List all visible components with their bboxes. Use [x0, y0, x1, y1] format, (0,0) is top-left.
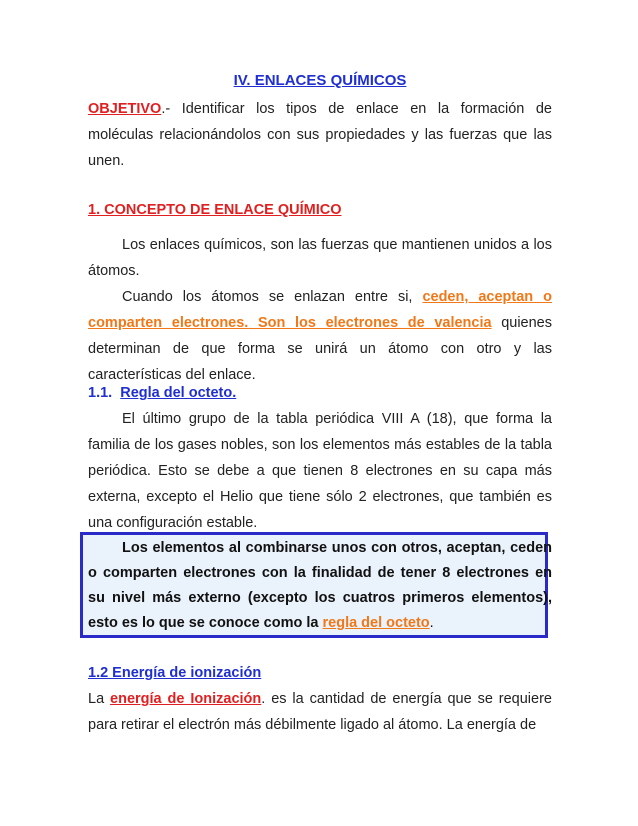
section-1-1-number: 1.1.	[88, 385, 113, 401]
page-title: IV. ENLACES QUÍMICOS	[233, 72, 407, 89]
highlight-box-text: Los elementos al combinarse unos con otros, aceptan, ceden o comparten electrones con la finalidad de tener 8 electrones en su nivel más externo (excepto los cuatros primeros elementos), esto es lo que se conoce como la regla del octeto.	[88, 540, 552, 631]
section-1-1	[88, 380, 552, 536]
objective-paragraph	[88, 96, 552, 174]
highlight-electrones-valencia: Son los electrones de valencia	[248, 315, 492, 331]
section-1-body	[88, 232, 552, 388]
section-1-2-heading: 1.2 Energía de ionización	[88, 665, 262, 681]
section-1-2	[88, 660, 552, 738]
objective-label: OBJETIVO	[88, 101, 162, 117]
regla-del-octeto-highlight: regla del octeto	[322, 615, 430, 631]
section-1-1-heading: Regla del octeto.	[120, 385, 237, 401]
section-1-heading: 1. CONCEPTO DE ENLACE QUÍMICO	[88, 202, 342, 218]
objective-text: .- Identificar los tipos de enlace en la formación de moléculas relacionándolos con sus propiedades y las fuerzas que las unen.	[88, 101, 552, 169]
section-1-1-p1: El último grupo de la tabla periódica VIII A (18), que forma la familia de los gases nobles, son los elementos más estables de la tabla periódica. Esto se debe a que tienen 8 electrones en su capa más externa, excepto el Helio que tiene sólo 2 electrones, que también es una configuración estable.	[88, 411, 552, 531]
section-1	[88, 196, 552, 224]
highlight-ceden-aceptan: ceden, aceptan o comparten electrones.	[88, 289, 553, 331]
section-1-2-p1: La energía de Ionización. es la cantidad de energía que se requiere para retirar el electrón más débilmente ligado al átomo. La energía de	[88, 691, 552, 733]
section-1-p1: Los enlaces químicos, son las fuerzas que mantienen unidos a los átomos.	[88, 237, 552, 279]
energia-ionizacion-highlight: energía de Ionización	[110, 691, 262, 707]
section-1-p2: Cuando los átomos se enlazan entre si, ceden, aceptan o comparten electrones. Son los electrones de valencia quienes determinan de que forma se unirá un átomo con otro y las características del enlace.	[88, 289, 553, 383]
